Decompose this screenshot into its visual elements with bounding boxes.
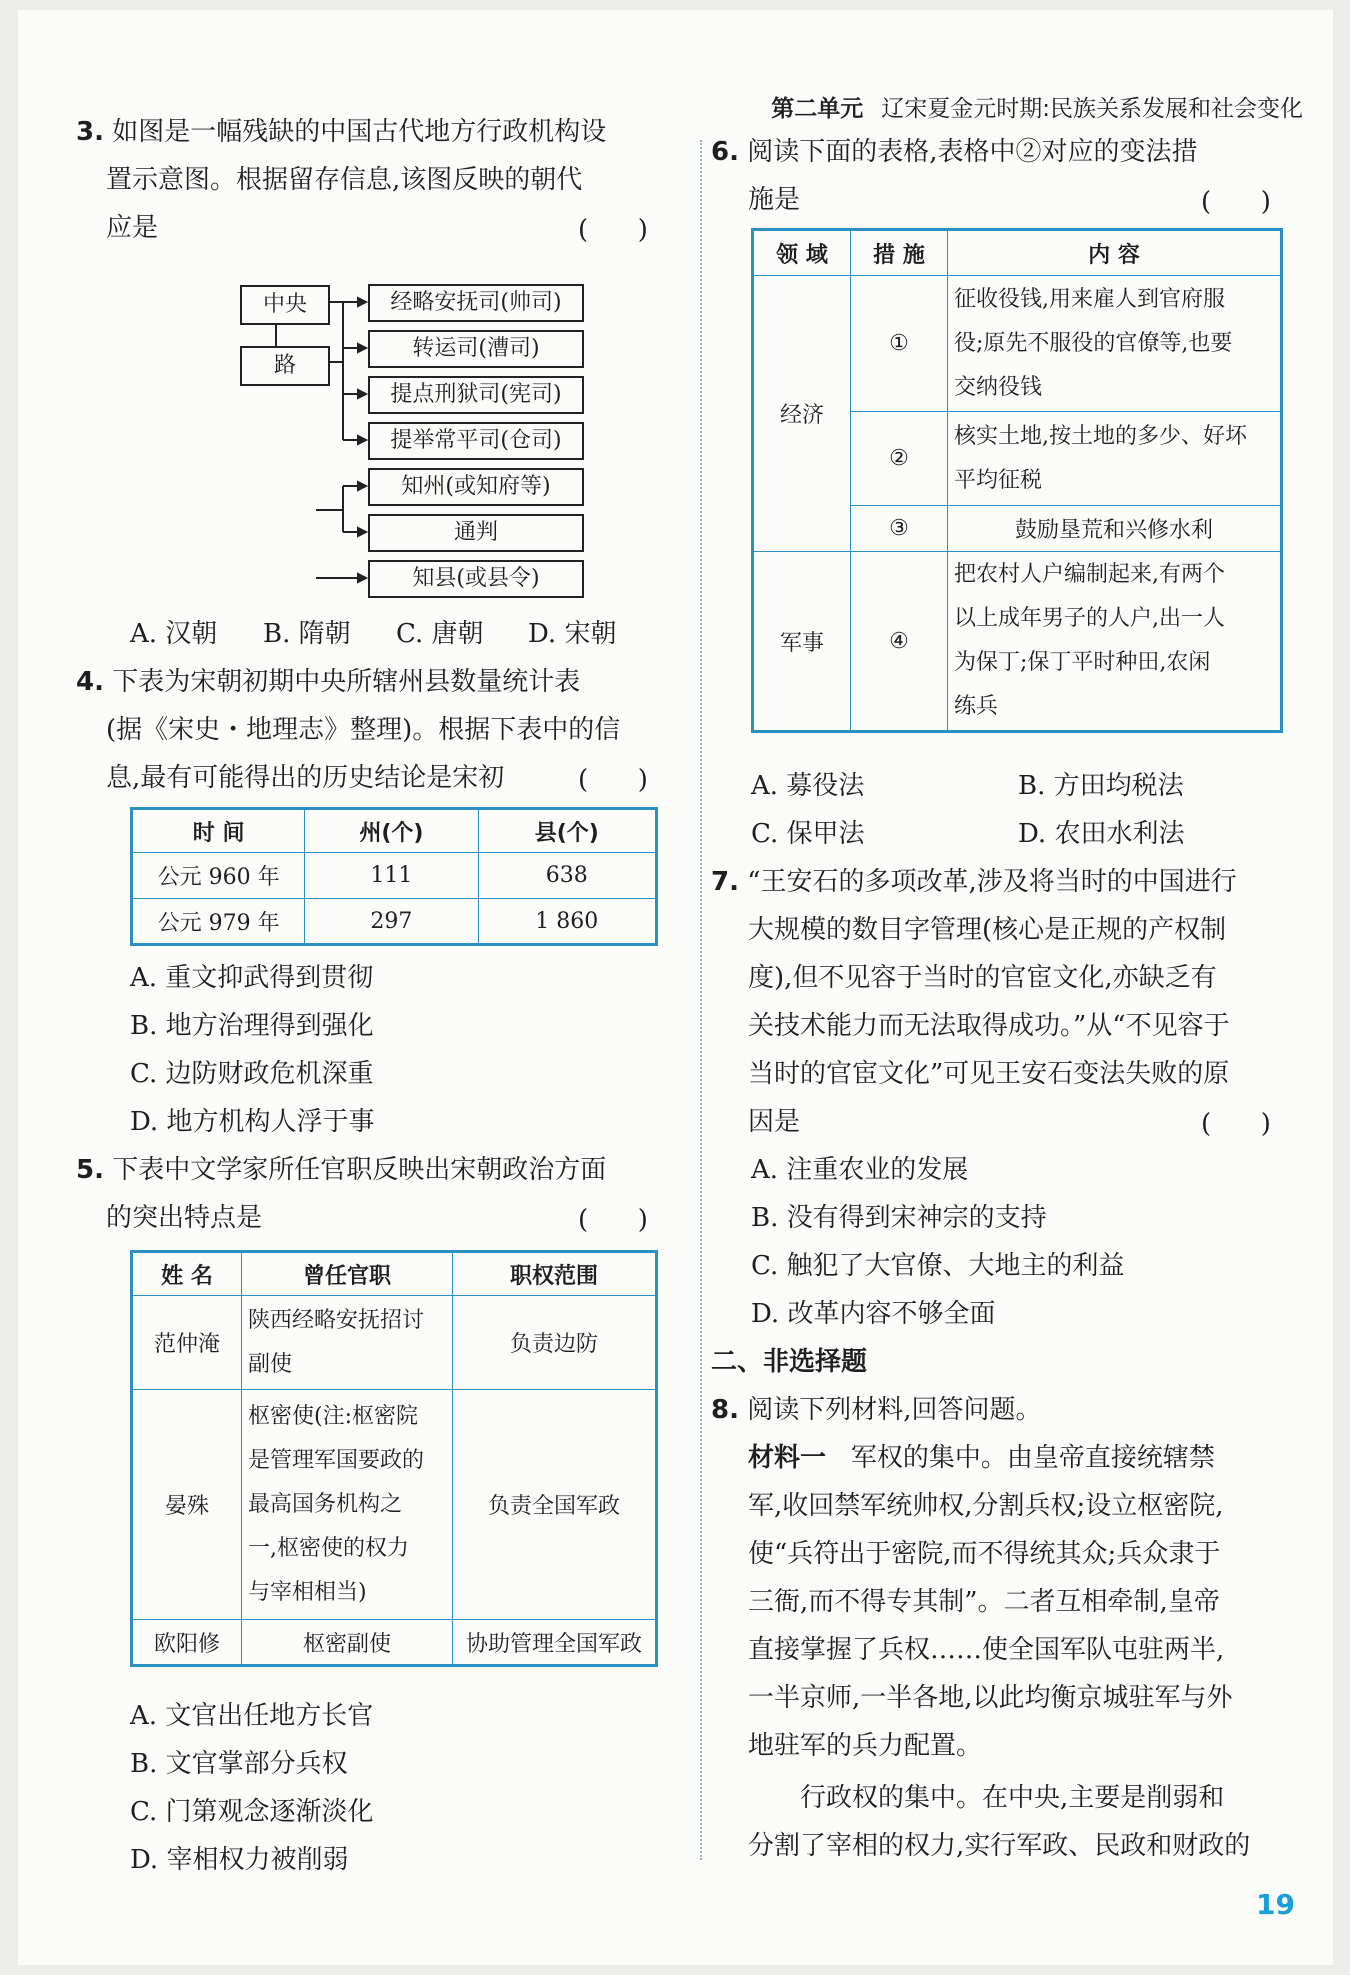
table-header: 县(个) — [478, 809, 657, 853]
option-b[interactable]: B. 隋朝 — [263, 619, 351, 649]
option-b[interactable]: B. 没有得到宋神宗的支持 — [751, 1203, 1047, 1233]
option-d[interactable]: D. 地方机构人浮于事 — [130, 1107, 375, 1137]
option-d[interactable]: D. 宋朝 — [528, 619, 617, 649]
option-b[interactable]: B. 地方治理得到强化 — [130, 1011, 374, 1041]
table-cell: 军事 — [753, 552, 851, 732]
table-cell: ③ — [851, 506, 948, 552]
stem-line: 下表中文学家所任官职反映出宋朝政治方面 — [112, 1155, 607, 1185]
table-header: 措 施 — [851, 230, 948, 276]
option-a[interactable]: A. 文官出任地方长官 — [130, 1701, 374, 1731]
material-line: 一半京师,一半各地,以此均衡京城驻军与外 — [748, 1683, 1233, 1713]
box-tiju: 提举常平司(仓司) — [368, 422, 584, 460]
material-line: 分割了宰相的权力,实行军政、民政和财政的 — [748, 1831, 1251, 1861]
answer-parentheses: ( ) — [578, 1205, 648, 1235]
stem-line: 当时的官宦文化”可见王安石变法失败的原 — [748, 1059, 1230, 1089]
stem-line: 大规模的数目字管理(核心是正规的产权制 — [748, 915, 1227, 945]
question-number: 4. — [76, 667, 104, 697]
option-d[interactable]: D. 改革内容不够全面 — [751, 1299, 996, 1329]
material-line: 直接掌握了兵权……使全国军队屯驻两半, — [748, 1635, 1225, 1665]
county-stats-table — [130, 807, 658, 946]
stem-line: 的突出特点是 — [106, 1203, 263, 1233]
stem-line: (据《宋史・地理志》整理)。根据下表中的信 — [106, 715, 621, 745]
table-row — [132, 1296, 657, 1390]
table-cell: 范仲淹 — [132, 1296, 242, 1390]
box-lu: 路 — [240, 346, 330, 386]
column-divider — [700, 140, 702, 1860]
material-line: 三衙,而不得专其制”。二者互相牵制,皇帝 — [748, 1587, 1220, 1617]
material-line: 地驻军的兵力配置。 — [748, 1731, 983, 1761]
stem-line: 阅读下列材料,回答问题。 — [747, 1395, 1042, 1425]
question-number: 8. — [711, 1395, 739, 1425]
table-cell: 枢密副使 — [242, 1620, 453, 1666]
table-row — [132, 853, 657, 899]
question-number: 7. — [711, 867, 739, 897]
option-b[interactable]: B. 文官掌部分兵权 — [130, 1749, 348, 1779]
table-cell: 欧阳修 — [132, 1620, 242, 1666]
material-label: 材料一 — [748, 1443, 827, 1473]
material-line: 军,收回禁军统帅权,分割兵权;设立枢密院, — [748, 1491, 1224, 1521]
stem-line: 应是 — [106, 213, 159, 243]
running-header — [723, 90, 1303, 123]
table-header: 曾任官职 — [242, 1252, 453, 1296]
question-number: 6. — [711, 137, 739, 167]
material-line: 使“兵符出于密院,而不得统其众;兵众隶于 — [748, 1539, 1221, 1569]
stem-line: 因是 — [748, 1107, 801, 1137]
table-row — [132, 1390, 657, 1620]
material-line: 军权的集中。由皇帝直接统辖禁 — [850, 1443, 1215, 1473]
option-c[interactable]: C. 唐朝 — [396, 619, 484, 649]
table-row — [753, 552, 1282, 732]
box-central: 中央 — [240, 285, 330, 325]
option-d[interactable]: D. 宰相权力被削弱 — [130, 1845, 349, 1875]
stem-line: 下表为宋朝初期中央所辖州县数量统计表 — [112, 667, 581, 697]
table-cell: 638 — [478, 853, 657, 899]
table-header: 内 容 — [948, 230, 1282, 276]
option-c[interactable]: C. 保甲法 — [751, 819, 865, 849]
answer-parentheses: ( ) — [578, 765, 648, 795]
table-cell: 公元 960 年 — [132, 853, 305, 899]
stem-line: 施是 — [748, 185, 801, 215]
table-header: 领 域 — [753, 230, 851, 276]
table-cell: 把农村人户编制起来,有两个 以上成年男子的人户,出一人 为保丁;保丁平时种田,农闲 练兵 — [948, 552, 1282, 732]
box-tongpan: 通判 — [368, 514, 584, 552]
table-cell: 297 — [305, 899, 478, 945]
table-row — [132, 899, 657, 945]
question-number: 5. — [76, 1155, 104, 1185]
table-cell: 核实土地,按土地的多少、好坏 平均征税 — [948, 412, 1282, 506]
stem-line: “王安石的多项改革,涉及将当时的中国进行 — [747, 867, 1237, 897]
stem-line: 度),但不见容于当时的官宦文化,亦缺乏有 — [748, 963, 1217, 993]
box-tidian: 提点刑狱司(宪司) — [368, 376, 584, 414]
table-cell: 晏殊 — [132, 1390, 242, 1620]
table-cell: ④ — [851, 552, 948, 732]
unit-label: 第二单元 — [771, 96, 864, 122]
page-number: 19 — [1256, 1888, 1295, 1921]
table-cell: 陕西经略安抚招讨 副使 — [242, 1296, 453, 1390]
table-cell: 枢密使(注:枢密院 是管理军国要政的 最高国务机构之 一,枢密使的权力 与宰相相当) — [242, 1390, 453, 1620]
table-cell: 公元 979 年 — [132, 899, 305, 945]
table-cell: 鼓励垦荒和兴修水利 — [948, 506, 1282, 552]
officials-table — [130, 1250, 658, 1667]
answer-parentheses: ( ) — [578, 215, 648, 245]
stem-line: 息,最有可能得出的历史结论是宋初 — [106, 763, 505, 793]
table-cell: 负责边防 — [453, 1296, 657, 1390]
material-line: 行政权的集中。在中央,主要是削弱和 — [800, 1783, 1225, 1813]
table-header-row — [132, 809, 657, 853]
option-a[interactable]: A. 汉朝 — [130, 619, 218, 649]
answer-parentheses: ( ) — [1201, 187, 1271, 217]
table-cell: 征收役钱,用来雇人到官府服 役;原先不服役的官僚等,也要 交纳役钱 — [948, 276, 1282, 412]
table-cell: ① — [851, 276, 948, 412]
box-zhixian: 知县(或县令) — [368, 560, 584, 598]
table-cell: 111 — [305, 853, 478, 899]
box-zhizhou: 知州(或知府等) — [368, 468, 584, 506]
stem-line: 置示意图。根据留存信息,该图反映的朝代 — [106, 165, 583, 195]
unit-title: 辽宋夏金元时期:民族关系发展和社会变化 — [881, 96, 1303, 122]
table-row — [132, 1620, 657, 1666]
table-row — [753, 276, 1282, 412]
option-d[interactable]: D. 农田水利法 — [1018, 819, 1185, 849]
section-heading: 二、非选择题 — [711, 1347, 868, 1377]
table-cell: 经济 — [753, 276, 851, 552]
option-a[interactable]: A. 募役法 — [751, 771, 865, 801]
table-cell: 协助管理全国军政 — [453, 1620, 657, 1666]
table-header: 时 间 — [132, 809, 305, 853]
stem-line: 关技术能力而无法取得成功。”从“不见容于 — [748, 1011, 1230, 1041]
option-a[interactable]: A. 注重农业的发展 — [751, 1155, 969, 1185]
table-cell: ② — [851, 412, 948, 506]
box-jinglue: 经略安抚司(帅司) — [368, 284, 584, 322]
stem-line: 阅读下面的表格,表格中②对应的变法措 — [747, 137, 1198, 167]
page — [18, 10, 1333, 1965]
option-b[interactable]: B. 方田均税法 — [1018, 771, 1184, 801]
answer-parentheses: ( ) — [1201, 1109, 1271, 1139]
table-header: 职权范围 — [453, 1252, 657, 1296]
option-c[interactable]: C. 边防财政危机深重 — [130, 1059, 374, 1089]
question-number: 3. — [76, 117, 104, 147]
table-header: 州(个) — [305, 809, 478, 853]
table-header: 姓 名 — [132, 1252, 242, 1296]
table-header-row — [753, 230, 1282, 276]
option-c[interactable]: C. 门第观念逐渐淡化 — [130, 1797, 374, 1827]
option-c[interactable]: C. 触犯了大官僚、大地主的利益 — [751, 1251, 1125, 1281]
stem-line: 如图是一幅残缺的中国古代地方行政机构设 — [112, 117, 607, 147]
table-header-row — [132, 1252, 657, 1296]
reform-table — [751, 228, 1283, 733]
option-a[interactable]: A. 重文抑武得到贯彻 — [130, 963, 374, 993]
table-cell: 负责全国军政 — [453, 1390, 657, 1620]
box-zhuanyun: 转运司(漕司) — [368, 330, 584, 368]
table-cell: 1 860 — [478, 899, 657, 945]
